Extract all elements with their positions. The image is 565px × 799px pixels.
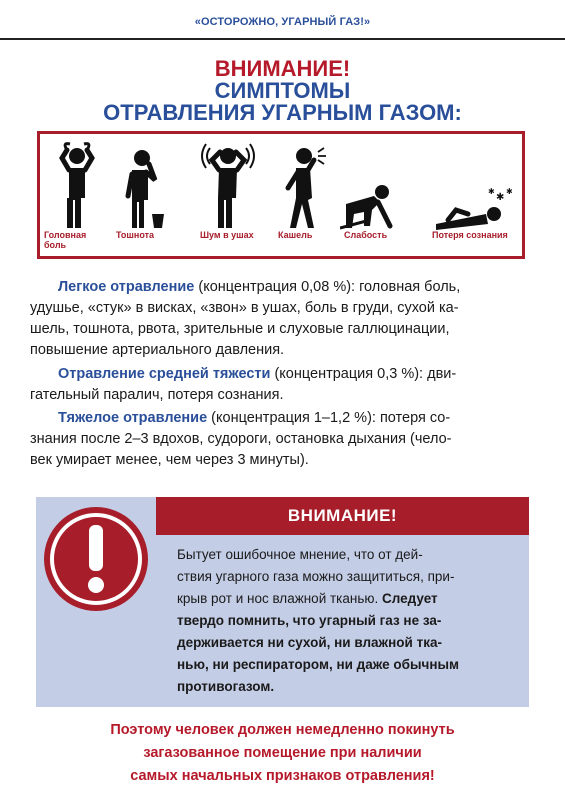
warning-text: Бытует ошибочное мнение, что от дей- ствия угарного газа можно защититься, при- крыв рот и нос влажной тканью. Следует твердо помнить, что угарный газ не за- держивается ни сухой, ни влажной тка- нью, ни респиратором, ни даже обычным противогазом. <box>177 547 460 694</box>
tinnitus-figure-icon <box>200 140 256 230</box>
mild-poisoning-paragraph: Легкое отравление (концентрация 0,08 %): головная боль, удушье, «стук» в висках, «звон» в ушах, боль в груди, сухой ка- шель, тошнота, рвота, зрительные и слуховые галлюцинации, повышение артериального давления. <box>30 279 461 358</box>
mild-term: Легкое отравление <box>58 279 195 295</box>
warning-title: ВНИМАНИЕ! <box>156 497 529 535</box>
unconscious-figure-icon <box>428 140 516 230</box>
symptom-label-tinnitus: Шум в ушах <box>200 230 254 240</box>
headache-figure-icon <box>54 140 100 230</box>
footer-call-to-action: Поэтому человек должен немедленно покинуть загазованное помещение при наличии самых начальных признаков отравления! <box>110 722 455 784</box>
medium-term: Отравление средней тяжести <box>58 366 271 382</box>
svg-text:✱: ✱ <box>506 187 513 196</box>
cough-figure-icon <box>278 140 330 230</box>
symptom-label-nausea: Тошнота <box>116 230 155 240</box>
top-label: «ОСТОРОЖНО, УГАРНЫЙ ГАЗ!» <box>194 16 371 28</box>
severe-term: Тяжелое отравление <box>58 410 208 426</box>
symptom-label-unconscious: Потеря сознания <box>432 230 508 240</box>
symptom-label-headache: Головная боль <box>44 230 87 250</box>
medium-poisoning-paragraph: Отравление средней тяжести (концентрация 0,3 %): дви- гательный паралич, потеря сознания. <box>30 366 457 403</box>
symptom-label-cough: Кашель <box>278 230 313 240</box>
title-line-3: ОТРАВЛЕНИЯ УГАРНЫМ ГАЗОМ: <box>103 100 462 125</box>
severe-poisoning-paragraph: Тяжелое отравление (концентрация 1–1,2 %): потеря со- знания после 2–3 вдохов, судороги, остановка дыхания (чело- век умирает менее, чем через 3 минуты). <box>30 410 452 468</box>
header-divider <box>0 38 565 40</box>
title-line-2: СИМПТОМЫ <box>214 78 351 103</box>
svg-text:✱: ✱ <box>488 187 495 196</box>
exclamation-icon <box>36 501 156 621</box>
nausea-figure-icon <box>122 140 168 230</box>
symptom-label-weakness: Слабость <box>344 230 388 240</box>
warning-panel <box>36 497 529 707</box>
weakness-figure-icon <box>340 140 402 230</box>
title-line-1: ВНИМАНИЕ! <box>214 56 351 81</box>
symptoms-panel <box>37 131 525 259</box>
svg-text:✱: ✱ <box>496 192 505 203</box>
